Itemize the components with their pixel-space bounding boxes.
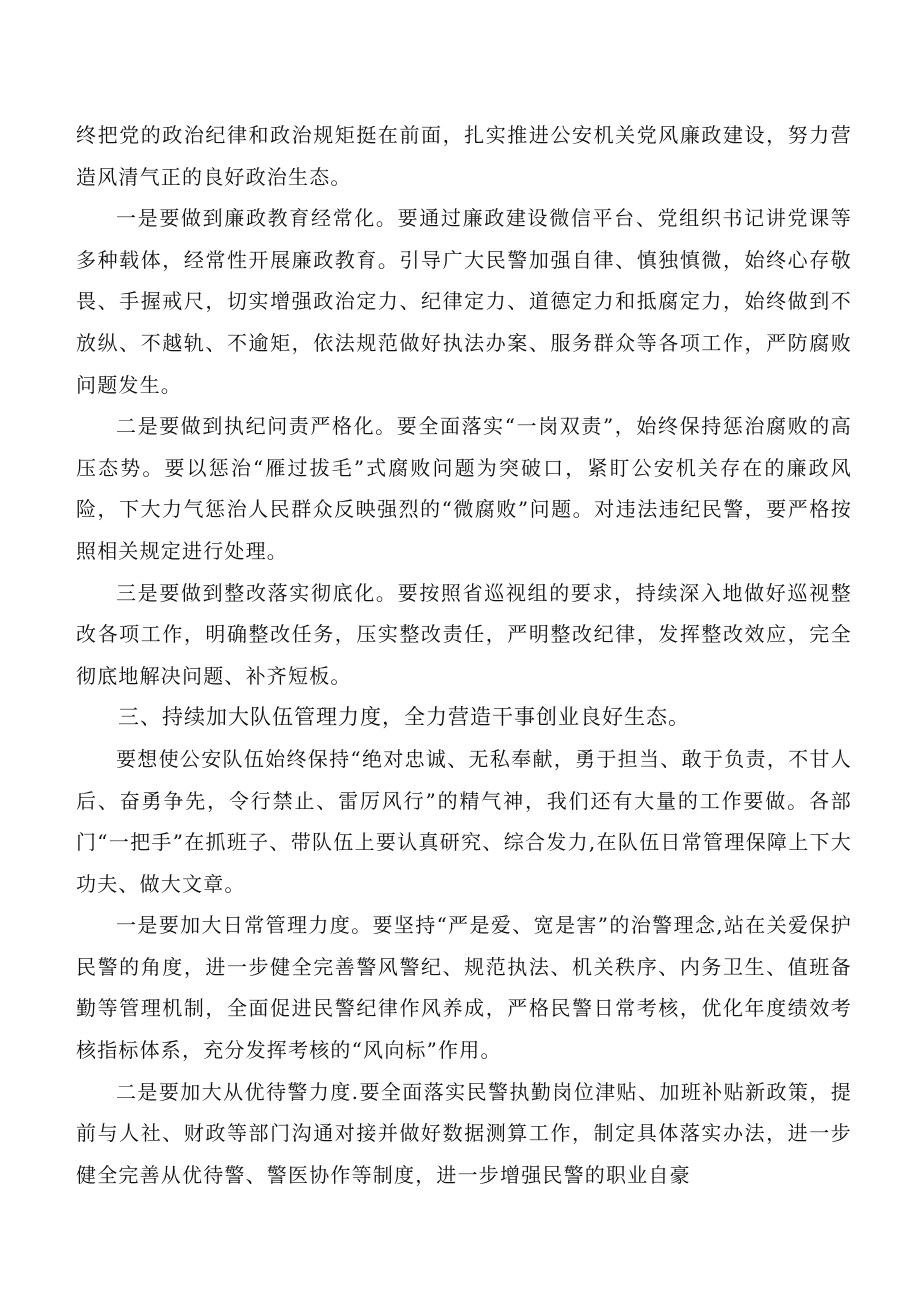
body-paragraph-clean-education: 一是要做到廉政教育经常化。要通过廉政建设微信平台、党组织书记讲党课等多种载体，经常性开展廉政教育。引导广大民警加强自律、慎独慎微，始终心存敬畏、手握戒尺，切实增强政治定力、纪律定力、道德定力和抵腐定力，始终做到不放纵、不越轨、不逾矩，依法规范做好执法办案、服务群众等各项工作，严防腐败问题发生。: [76, 206, 852, 397]
body-paragraph-continuation: 终把党的政治纪律和政治规矩挺在前面，扎实推进公安机关党风廉政建设，努力营造风清气正的良好政治生态。: [76, 123, 852, 189]
body-paragraph-daily-management: 一是要加大日常管理力度。要坚持“严是爱、宽是害”的治警理念,站在关爱保护民警的角度，进一步健全完善警风警纪、规范执法、机关秩序、内务卫生、值班备勤等管理机制，全面促进民警纪律作风养成，严格民警日常考核，优化年度绩效考核指标体系，充分发挥考核的“风向标”作用。: [76, 913, 852, 1063]
document-page: [76, 115, 852, 1196]
body-paragraph-discipline-accountability: 二是要做到执纪问责严格化。要全面落实“一岗双责”，始终保持惩治腐败的高压态势。要以惩治“雁过拔毛”式腐败问题为突破口，紧盯公安机关存在的廉政风险，下大力气惩治人民群众反映强烈的“微腐败”问题。对违法违纪民警，要严格按照相关规定进行处理。: [76, 414, 852, 563]
body-paragraph-rectification: 三是要做到整改落实彻底化。要按照省巡视组的要求，持续深入地做好巡视整改各项工作，明确整改任务，压实整改责任，严明整改纪律，发挥整改效应，完全彻底地解决问题、补齐短板。: [76, 580, 852, 688]
section-heading-team-management: 三、持续加大队伍管理力度，全力营造干事创业良好生态。: [118, 705, 690, 730]
body-paragraph-team-spirit: 要想使公安队伍始终保持“绝对忠诚、无私奉献，勇于担当、敢于负责，不甘人后、奋勇争先，令行禁止、雷厉风行”的精气神，我们还有大量的工作要做。各部门“一把手”在抓班子、带队伍上要认真研究、综合发力,在队伍日常管理保障上下大功夫、做大文章。: [76, 746, 852, 896]
body-paragraph-police-welfare: 二是要加大从优待警力度.要全面落实民警执勤岗位津贴、加班补贴新政策，提前与人社、财政等部门沟通对接并做好数据测算工作，制定具体落实办法，进一步健全完善从优待警、警医协作等制度，进一步增强民警的职业自豪: [76, 1079, 852, 1187]
